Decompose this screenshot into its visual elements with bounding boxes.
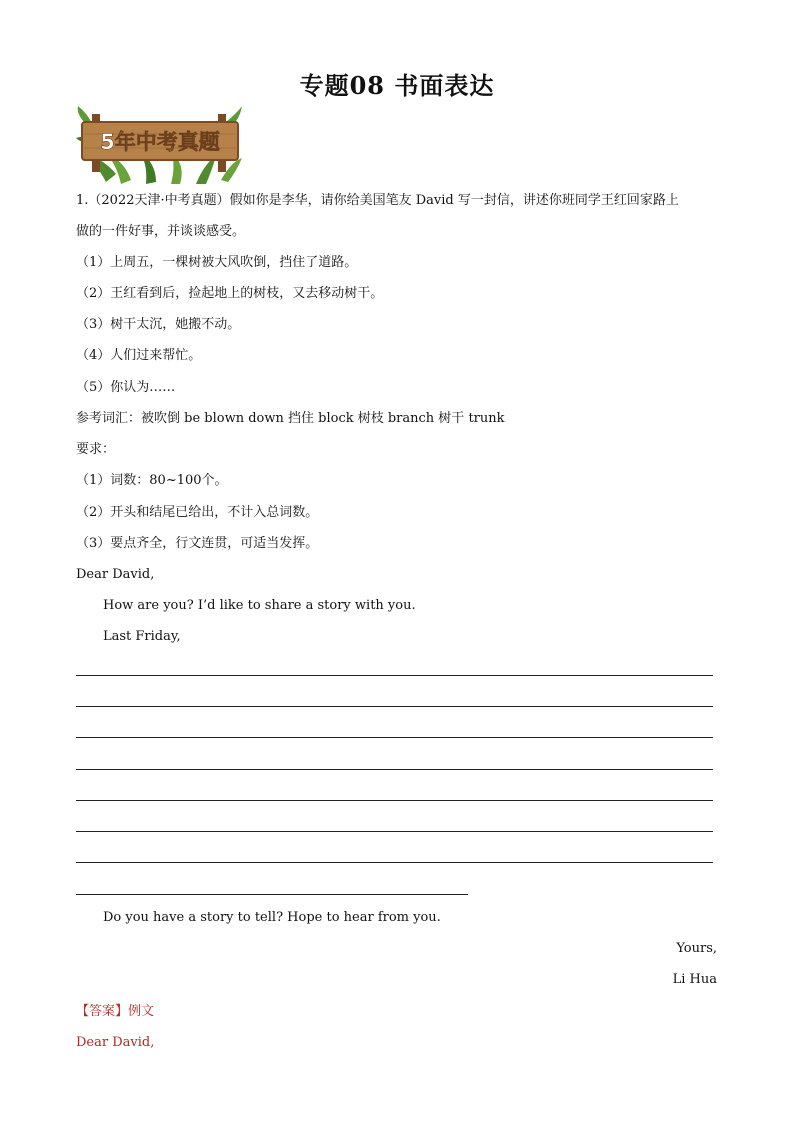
point-5: （5）你认为…… <box>76 380 176 395</box>
requirements-title: 要求： <box>76 442 116 457</box>
letter-closing: Do you have a story to tell? Hope to hear from you. <box>103 910 441 925</box>
writing-line <box>76 737 713 738</box>
vocabulary: 参考词汇：被吹倒 be blown down 挡住 block 树枝 branch 树干 trunk <box>76 411 505 426</box>
letter-greeting: Dear David, <box>76 567 155 582</box>
requirement-2: （2）开头和结尾已给出，不计入总词数。 <box>76 505 319 520</box>
letter-signoff: Yours, <box>676 941 717 956</box>
question-line-1: 1.（2022天津·中考真题）假如你是李华，请你给美国笔友 David 写一封信，讲述你班同学王红回家路上 <box>76 193 679 208</box>
point-3: （3）树干太沉，她搬不动。 <box>76 317 241 332</box>
badge-5-year-exam <box>76 104 244 184</box>
letter-opening: How are you? I’d like to share a story with you. <box>103 598 416 613</box>
writing-line <box>76 706 713 707</box>
writing-line <box>76 894 468 895</box>
writing-line <box>76 831 713 832</box>
requirement-3: （3）要点齐全，行文连贯，可适当发挥。 <box>76 536 319 551</box>
letter-signature: Li Hua <box>672 972 717 987</box>
answer-label: 【答案】 <box>76 1004 129 1019</box>
writing-line <box>76 675 713 676</box>
answer-greeting: Dear David, <box>76 1035 155 1050</box>
writing-line <box>76 862 713 863</box>
writing-line <box>76 800 713 801</box>
badge-label: 5年中考真题 <box>100 130 220 154</box>
page-title: 专题08 书面表达 <box>299 71 495 100</box>
point-1: （1）上周五，一棵树被大风吹倒，挡住了道路。 <box>76 255 358 270</box>
requirement-1: （1）词数：80~100个。 <box>76 473 228 488</box>
question-line-2: 做的一件好事，并谈谈感受。 <box>76 224 246 239</box>
answer-label-sample: 例文 <box>128 1004 155 1019</box>
answer-heading <box>76 1002 154 1022</box>
point-2: （2）王红看到后，捡起地上的树枝，又去移动树干。 <box>76 286 384 301</box>
letter-start: Last Friday, <box>103 629 181 644</box>
writing-line <box>76 769 713 770</box>
point-4: （4）人们过来帮忙。 <box>76 348 202 363</box>
